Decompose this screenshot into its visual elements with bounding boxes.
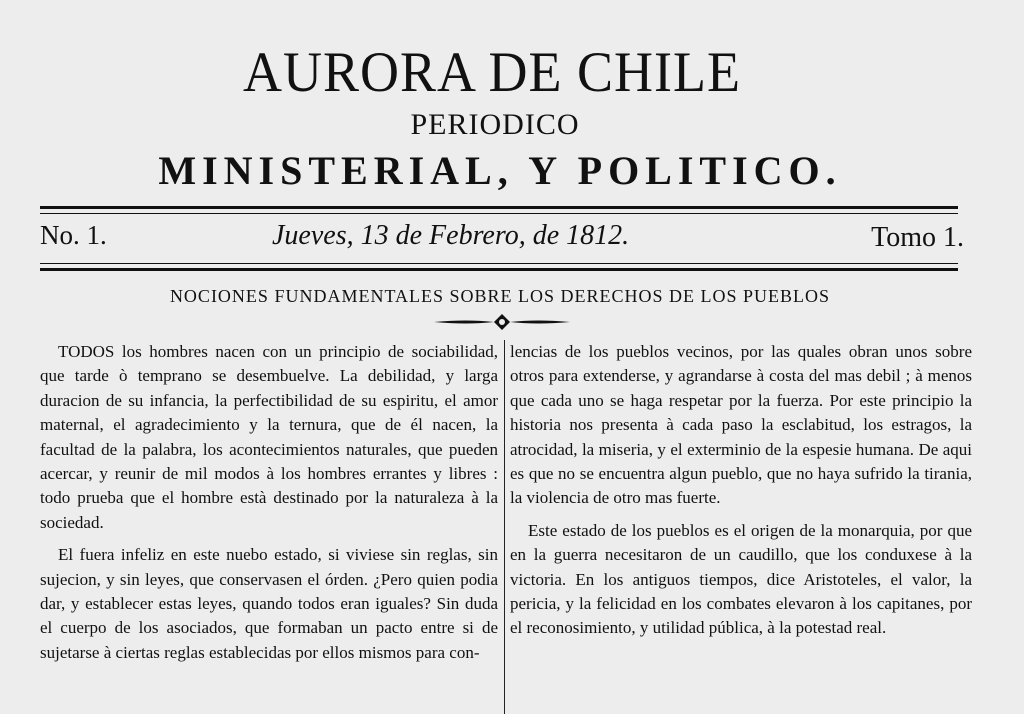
article-column-right — [510, 340, 972, 714]
masthead-subtitle-2: MINISTERIAL, Y POLITICO. — [158, 148, 842, 193]
article-paragraph: Este estado de los pueblos es el origen de la monarquia, por que en la guerra necesitaron de un caudillo, que los conduxese à la victoria. En los antiguos tiempos, dice Aristoteles, el valor, la pericia, y la felicidad en los combates elevaron à los capitanes, por el reconosimiento, y utilidad pública, à la potestad real. — [510, 520, 972, 638]
masthead-rule-bottom-thin — [40, 263, 958, 264]
masthead-title: AURORA DE CHILE — [243, 40, 741, 104]
article-paragraph: lencias de los pueblos vecinos, por las quales obran unos sobre otros para extenderse, y agrandarse à costa del mas debil ; à menos que cada uno se haga respetar por la fuerza. Por este principio la historia nos presenta à cada paso la esclabitud, los estragos, la atrocidad, la miseria, y el exterminio de la espesie humana. De aqui es que no se encuentra algun pueblo, que no haya sufrido la tirania, la violencia de otro mas fuerte. — [510, 342, 972, 508]
article-column-left — [40, 340, 498, 714]
masthead-rule-bottom-thick — [40, 268, 958, 271]
ornament-divider-icon — [432, 312, 572, 332]
issue-info-row — [40, 218, 964, 258]
article-heading: NOCIONES FUNDAMENTALES SOBRE LOS DERECHOS DE LOS PUEBLOS — [169, 286, 831, 306]
masthead-subtitle: PERIODICO — [410, 108, 580, 141]
article-paragraph: El fuera infeliz en este nuebo estado, si viviese sin reglas, sin sujecion, y sin leyes, que conservasen el órden. ¿Pero quien podia dar, y establecer estas leyes, quando todos eran iguales? Sin duda el cuerpo de los asociados, que formaban un pacto entre si de sujetarse à ciertas reglas establecidas por ellos mismos para con- — [40, 545, 498, 662]
article-paragraph: TODOS los hombres nacen con un principio de sociabilidad, que tarde ò temprano se desembuelve. La debilidad, y larga duracion de su infancia, la perfectibilidad de su espiritu, el amor maternal, el agradecimiento y la ternura, que de él nacen, la facultad de la palabra, los acontecimientos naturales, que pueden acercar, y reunir de mil modos à los hombres errantes y libres : todo prueba que el hombre està destinado por la naturaleza à la sociedad. — [40, 342, 498, 532]
issue-volume: Tomo 1. — [871, 222, 964, 253]
masthead-rule-top-thin — [40, 213, 958, 214]
issue-date: Jueves, 13 de Febrero, de 1812. — [272, 220, 630, 251]
issue-number: No. 1. — [40, 220, 107, 250]
masthead-rule-top-thick — [40, 206, 958, 209]
column-divider — [504, 340, 505, 714]
